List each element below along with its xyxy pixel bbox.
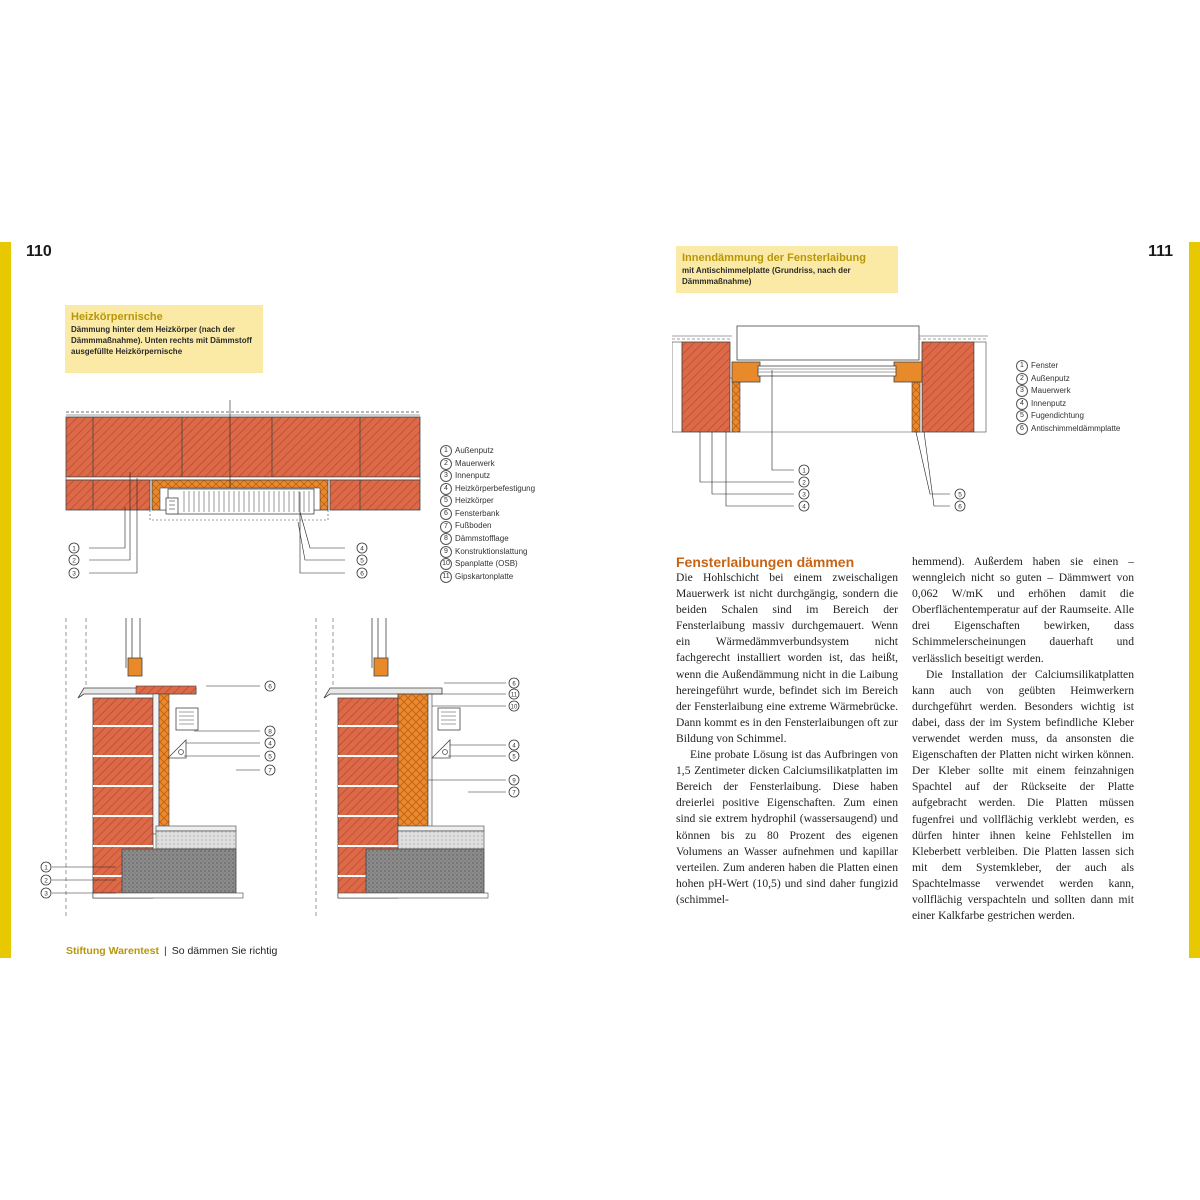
drawing-radiator-section-b (288, 618, 528, 918)
footer-book-title: So dämmen Sie richtig (171, 945, 278, 957)
svg-text:11: 11 (510, 692, 518, 699)
drawing-radiator-section-a (36, 618, 286, 918)
svg-text:3: 3 (802, 491, 806, 499)
svg-text:3: 3 (72, 570, 76, 578)
legend-item: 5 Heizkörper (440, 495, 535, 508)
svg-text:5: 5 (268, 753, 272, 761)
legend-item: 10 Spanplatte (OSB) (440, 558, 535, 571)
legend-item: 2 Mauerwerk (440, 458, 535, 471)
drawing-window-reveal-plan (672, 322, 992, 522)
svg-text:9: 9 (512, 778, 516, 785)
legend-item: 3 Mauerwerk (1016, 385, 1120, 398)
paragraph: Die Hohlschicht bei einem zweischaligen Mauerwerk ist nicht durchgängig, sondern die beiden Schalen sind im Bereich der Fensterlaibung massiv durchgemauert. Wenn ein Wärmedämmverbundsystem nicht fachgerecht installiert worden ist, das heißt, wenn die Außendämmung nicht in die Laibung hereingeführt wurde, befindet sich im Bereich der Fensterlaibung eine extreme Wärmebrücke. Dann kommt es in den Fensterlaibungen oft zur Bildung von Schimmel. (676, 571, 898, 745)
legend-item: 2 Außenputz (1016, 373, 1120, 386)
svg-text:6: 6 (958, 503, 962, 511)
text-column-1 (676, 570, 898, 908)
caption-title: Innendämmung der Fensterlaibung (682, 252, 866, 264)
legend-item: 6 Fensterbank (440, 508, 535, 521)
legend-item: 3 Innenputz (440, 470, 535, 483)
left-accent-bar (0, 242, 11, 958)
svg-text:5: 5 (360, 557, 364, 565)
legend-right (1016, 360, 1120, 435)
drawing-radiator-niche-plan (60, 392, 430, 592)
svg-text:1: 1 (44, 864, 48, 872)
legend-item: 8 Dämmstofflage (440, 533, 535, 546)
svg-text:6: 6 (268, 683, 272, 691)
text-column-2 (912, 554, 1134, 924)
legend-item: 9 Konstruktionslattung (440, 546, 535, 559)
paragraph: hemmend). Außerdem haben sie einen – wenngleich nicht so guten – Dämmwert von 0,062 W/mK und erhöhen damit die Oberflächentemperatur auf der Raumseite. Alle drei Eigenschaften bewirken, dass Schimmelerscheinungen dauerhaft und verlässlich beseitigt werden. (912, 555, 1134, 665)
book-spread (0, 242, 1200, 958)
legend-item: 5 Fugendichtung (1016, 410, 1120, 423)
caption-text: Dämmung hinter dem Heizkörper (nach der Dämmmaßnahme). Unten rechts mit Dämmstoff ausgefüllte Heizkörpernische (71, 325, 252, 356)
caption-title: Heizkörpernische (71, 311, 163, 323)
footer-brand: Stiftung Warentest (66, 945, 159, 957)
paragraph: Die Installation der Calciumsilikatplatten kann auch von geübten Heimwerkern durchgeführt werden. Besonders wichtig ist dabei, dass der im System befindliche Kleber verwendet werden muss, da ansonsten die Eigenschaften der Platten nicht wirken können. Der Kleber sollte mit einem feinzahnigen Spachtel auf der Rückseite der Platte aufgebracht werden. Die Platten müssen fugenfrei und vollflächig verklebt werden, es dürfen hinter ihnen keine Fehlstellen im Kleberbett verbleiben. Die Platten lassen sich mit dem Systemkleber, der auch als Spachtelmasse verwendet werden kann, vollflächig verspachteln und sollten dann mit einer Kalkfarbe gestrichen werden. (912, 667, 1134, 923)
caption-fensterlaibung (676, 246, 898, 293)
paragraph: Eine probate Lösung ist das Aufbringen von 1,5 Zentimeter dicken Calciumsilikatplatten im Bereich der Fensterlaibung. Diese haben dreierlei positive Eigenschaften. Zum einen sind sie extrem hydrophil (wassersaugend) und können bis zu 80 Prozent des eigenen Volumens an Wasser aufnehmen und kapillar verteilen. Zum anderen haben die Platten einen hohen pH-Wert (10,5) und sind daher fungizid (schimmel- (676, 748, 898, 906)
svg-text:4: 4 (360, 545, 364, 553)
legend-item: 4 Heizkörperbefestigung (440, 483, 535, 496)
svg-text:4: 4 (802, 503, 806, 511)
page-number-left: 110 (26, 243, 52, 260)
section-heading: Fensterlaibungen dämmen (676, 554, 855, 570)
footer-separator: | (163, 945, 167, 957)
svg-text:6: 6 (360, 570, 364, 578)
svg-text:5: 5 (958, 491, 962, 499)
right-accent-bar (1189, 242, 1200, 958)
legend-item: 6 Antischimmeldämmplatte (1016, 423, 1120, 436)
legend-item: 7 Fußboden (440, 520, 535, 533)
legend-item: 1 Fenster (1016, 360, 1120, 373)
legend-left (440, 445, 535, 583)
legend-item: 11 Gipskartonplatte (440, 571, 535, 584)
legend-item: 4 Innenputz (1016, 398, 1120, 411)
svg-text:10: 10 (510, 704, 518, 711)
svg-text:6: 6 (512, 681, 516, 688)
svg-text:5: 5 (512, 754, 516, 761)
svg-text:8: 8 (268, 728, 272, 736)
svg-text:1: 1 (72, 545, 76, 553)
caption-text: mit Antischimmelplatte (Grundriss, nach der Dämmmaßnahme) (682, 266, 851, 286)
svg-text:7: 7 (268, 767, 272, 775)
legend-item: 1 Außenputz (440, 445, 535, 458)
svg-text:2: 2 (44, 877, 48, 885)
caption-heizkoerpernische (65, 305, 263, 373)
svg-text:4: 4 (268, 740, 272, 748)
svg-text:2: 2 (72, 557, 76, 565)
svg-text:1: 1 (802, 467, 806, 475)
svg-text:4: 4 (512, 743, 516, 750)
page-number-right: 111 (1148, 243, 1173, 260)
svg-text:7: 7 (512, 790, 516, 797)
svg-text:3: 3 (44, 890, 48, 898)
svg-text:2: 2 (802, 479, 806, 487)
footer (66, 945, 277, 957)
